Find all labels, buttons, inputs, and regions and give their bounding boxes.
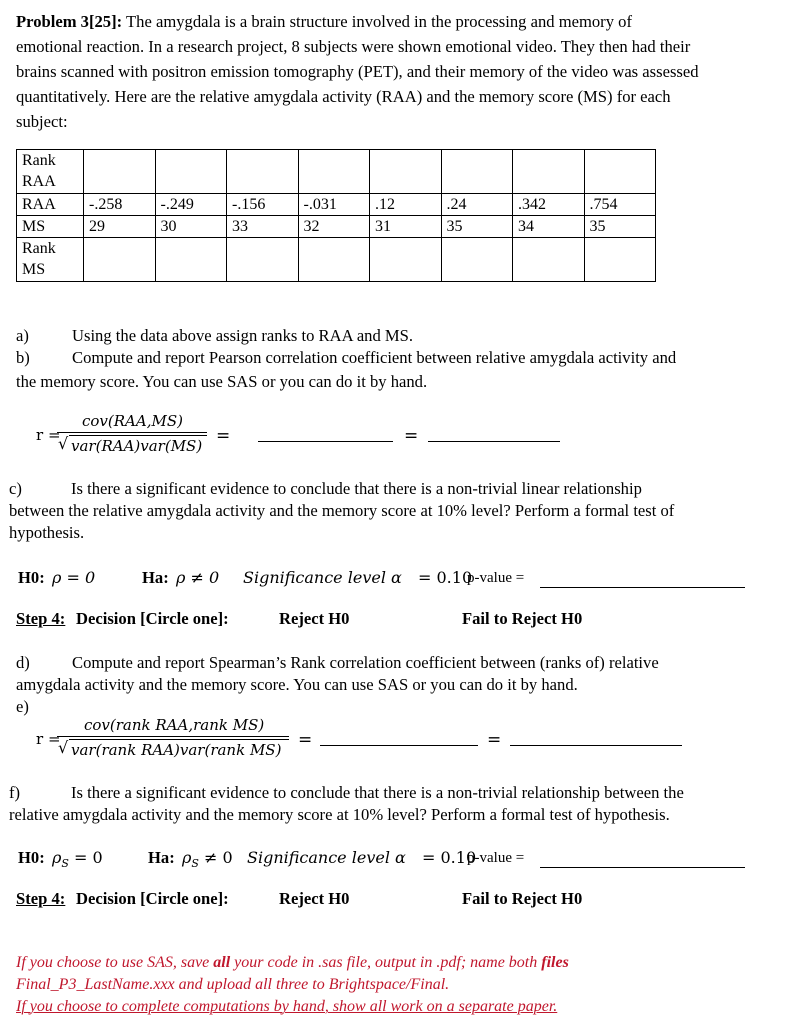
rank-ms-cell[interactable]	[227, 238, 299, 282]
raa-cell: -.031	[298, 194, 370, 216]
part-d-text-1: Compute and report Spearman’s Rank correlation coefficient between (ranks of) relative	[72, 653, 659, 672]
pearson-r-lhs: r =	[36, 426, 61, 444]
intro-line-4: quantitatively. Here are the relative amygdala activity (RAA) and the memory score (MS) for each	[16, 87, 671, 106]
intro-line-1	[16, 9, 632, 34]
part-f-text-1: Is there a significant evidence to conclude that there is a non-trivial relationship between the	[71, 783, 684, 802]
h0-rest: = 0	[68, 848, 103, 867]
rank-raa-cell[interactable]	[155, 150, 227, 194]
pearson-numerator: cov(RAA,MS)	[82, 412, 183, 430]
h0-expr-1: ρ = 0	[52, 568, 96, 587]
h0-label-1: H0:	[18, 568, 45, 587]
rank-raa-cell[interactable]	[584, 150, 656, 194]
ms-cell: 29	[84, 216, 156, 238]
ms-cell: 32	[298, 216, 370, 238]
raa-cell: -.258	[84, 194, 156, 216]
raa-cell: .24	[441, 194, 513, 216]
pearson-fraction-bar	[57, 432, 207, 433]
label-rank: Rank	[22, 152, 56, 169]
pvalue-label-1: p-value =	[467, 570, 525, 586]
rank-raa-cell[interactable]	[513, 150, 585, 194]
table-row-rank-raa	[17, 150, 656, 194]
intro-text-1: The amygdala is a brain structure involved in the processing and memory of	[126, 12, 632, 31]
sqrt-overline	[69, 435, 207, 436]
fail-to-reject-option-2[interactable]: Fail to Reject H0	[462, 889, 583, 908]
sqrt-overline	[69, 739, 289, 740]
pearson-eq-2: =	[404, 426, 419, 446]
part-b-label: b)	[16, 348, 30, 367]
instructions-line-1	[16, 952, 569, 974]
sig-level-1: Significance level α	[243, 568, 402, 587]
ms-cell: 33	[227, 216, 299, 238]
pvalue-blank-1[interactable]	[540, 587, 745, 588]
rho-subscript: S	[61, 857, 69, 871]
instructions-bold-files: files	[541, 954, 569, 971]
spearman-blank-1[interactable]	[320, 745, 478, 746]
sqrt-icon: √	[58, 738, 69, 757]
intro-line-5: subject:	[16, 112, 68, 131]
rho-subscript: S	[191, 857, 199, 871]
ms-cell: 35	[584, 216, 656, 238]
raa-cell: -.249	[155, 194, 227, 216]
spearman-numerator: cov(rank RAA,rank MS)	[84, 716, 265, 734]
part-c-label: c)	[9, 479, 22, 498]
h0-label-2: H0:	[18, 848, 45, 867]
table-row-rank-ms	[17, 238, 656, 282]
h0-expr-2	[52, 848, 103, 870]
part-e-label: e)	[16, 697, 29, 716]
part-b-text-1: Compute and report Pearson correlation coefficient between relative amygdala activity and	[72, 348, 677, 367]
part-f-label: f)	[9, 783, 21, 802]
table-row-ms	[17, 216, 656, 238]
part-f-text-2: relative amygdala activity and the memory score at 10% level? Perform a formal test of hypothesis.	[9, 805, 670, 824]
row-label-rank-ms	[17, 238, 84, 282]
ha-label-1: Ha:	[142, 568, 169, 587]
part-a-label: a)	[16, 326, 29, 345]
sqrt-icon: √	[58, 434, 69, 453]
pearson-blank-2[interactable]	[428, 441, 560, 442]
label-ms: MS	[22, 261, 46, 278]
pearson-blank-1[interactable]	[258, 441, 393, 442]
rho-symbol: ρ	[182, 848, 192, 867]
ms-cell: 34	[513, 216, 585, 238]
spearman-r-lhs: r =	[36, 730, 61, 748]
problem-label: Problem 3[25]:	[16, 12, 123, 31]
reject-h0-option-2[interactable]: Reject H0	[279, 889, 350, 908]
rank-raa-cell[interactable]	[441, 150, 513, 194]
spearman-eq-1: =	[298, 730, 313, 750]
part-d-text-2: amygdala activity and the memory score. You can use SAS or you can do it by hand.	[16, 675, 578, 694]
rank-ms-cell[interactable]	[370, 238, 442, 282]
rank-raa-cell[interactable]	[370, 150, 442, 194]
pearson-denominator: var(RAA)var(MS)	[71, 437, 203, 455]
decision-text-2: Decision [Circle one]:	[76, 889, 229, 908]
pearson-eq-1: =	[216, 426, 231, 446]
part-c-text-1: Is there a significant evidence to conclude that there is a non-trivial linear relationship	[71, 479, 642, 498]
instructions-text: your code in .sas file, output in .pdf; name both	[234, 954, 538, 971]
data-table	[16, 149, 656, 282]
sig-value-2: = 0.10	[422, 848, 477, 867]
instructions-line-2: Final_P3_LastName.xxx and upload all three to Brightspace/Final.	[16, 976, 450, 993]
fail-to-reject-option-1[interactable]: Fail to Reject H0	[462, 609, 583, 628]
instructions-line-3: If you choose to complete computations by hand, show all work on a separate paper.	[16, 998, 558, 1015]
part-a-text: Using the data above assign ranks to RAA and MS.	[72, 326, 414, 345]
rank-ms-cell[interactable]	[441, 238, 513, 282]
rank-raa-cell[interactable]	[298, 150, 370, 194]
raa-cell: -.156	[227, 194, 299, 216]
row-label-raa: RAA	[17, 194, 84, 216]
decision-text-1: Decision [Circle one]:	[76, 609, 229, 628]
raa-cell: .754	[584, 194, 656, 216]
intro-line-2: emotional reaction. In a research project, 8 subjects were shown emotional video. They then had their	[16, 37, 691, 56]
rank-ms-cell[interactable]	[155, 238, 227, 282]
row-label-rank-raa	[17, 150, 84, 194]
ms-cell: 31	[370, 216, 442, 238]
ms-cell: 30	[155, 216, 227, 238]
ha-label-2: Ha:	[148, 848, 175, 867]
rank-ms-cell[interactable]	[298, 238, 370, 282]
rank-ms-cell[interactable]	[84, 238, 156, 282]
spearman-blank-2[interactable]	[510, 745, 682, 746]
raa-cell: .342	[513, 194, 585, 216]
ha-expr-1: ρ ≠ 0	[176, 568, 220, 587]
part-c-text-3: hypothesis.	[9, 523, 85, 542]
sig-value-1: = 0.10	[418, 568, 473, 587]
rank-ms-cell[interactable]	[513, 238, 585, 282]
label-rank: Rank	[22, 240, 56, 257]
instructions-bold-all: all	[213, 954, 231, 971]
spearman-denominator: var(rank RAA)var(rank MS)	[71, 741, 282, 759]
rank-raa-cell[interactable]	[227, 150, 299, 194]
ha-expr-2	[182, 848, 233, 870]
instructions-text: If you choose to use SAS, save	[16, 954, 210, 971]
table-row-raa	[17, 194, 656, 216]
rank-ms-cell[interactable]	[584, 238, 656, 282]
part-d-label: d)	[16, 653, 30, 672]
part-c-text-2: between the relative amygdala activity and the memory score at 10% level? Perform a formal test of	[9, 501, 675, 520]
intro-line-3: brains scanned with positron emission tomography (PET), and their memory of the video was assessed	[16, 62, 699, 81]
ms-cell: 35	[441, 216, 513, 238]
reject-h0-option-1[interactable]: Reject H0	[279, 609, 350, 628]
pvalue-blank-2[interactable]	[540, 867, 745, 868]
spearman-fraction-bar	[57, 736, 289, 737]
label-raa: RAA	[22, 173, 56, 190]
raa-cell: .12	[370, 194, 442, 216]
pvalue-label-2: p-value =	[467, 850, 525, 866]
rank-raa-cell[interactable]	[84, 150, 156, 194]
row-label-ms: MS	[17, 216, 84, 238]
spearman-eq-2: =	[487, 730, 502, 750]
sig-level-2: Significance level α	[247, 848, 406, 867]
step4-label-1: Step 4:	[16, 609, 66, 628]
step4-label-2: Step 4:	[16, 889, 66, 908]
part-b-text-2: the memory score. You can use SAS or you can do it by hand.	[16, 372, 428, 391]
rho-symbol: ρ	[52, 848, 62, 867]
ha-rest: ≠ 0	[198, 848, 233, 867]
